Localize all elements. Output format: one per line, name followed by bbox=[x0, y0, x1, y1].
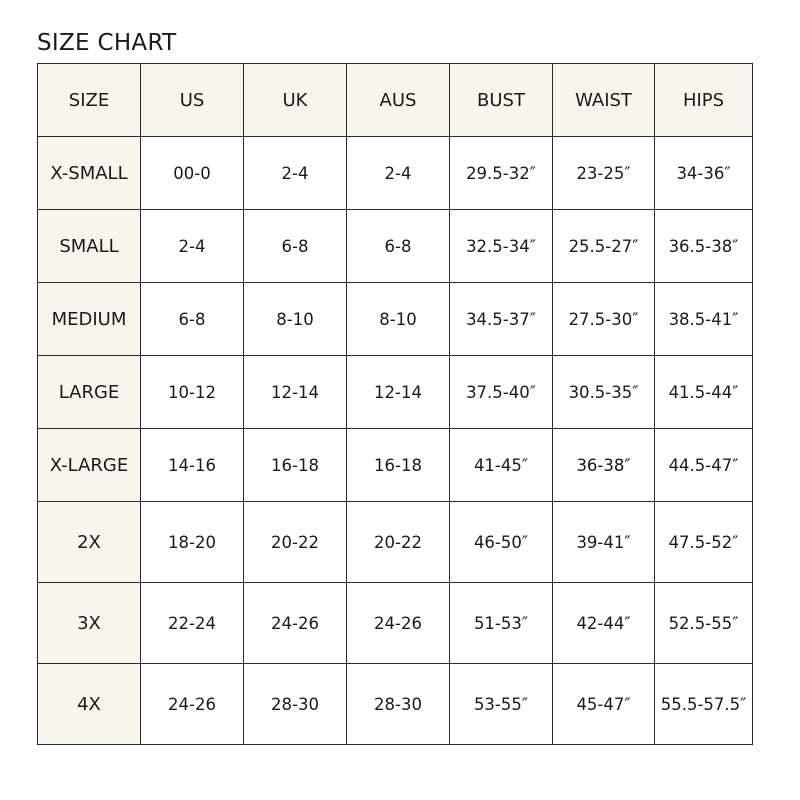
column-header-hips: HIPS bbox=[655, 64, 753, 137]
us-size-cell: 2-4 bbox=[141, 210, 244, 283]
uk-size-cell: 6-8 bbox=[244, 210, 347, 283]
waist-cell: 39-41″ bbox=[553, 502, 655, 583]
bust-cell: 41-45″ bbox=[450, 429, 553, 502]
aus-size-cell: 28-30 bbox=[347, 664, 450, 745]
aus-size-cell: 2-4 bbox=[347, 137, 450, 210]
hips-cell: 36.5-38″ bbox=[655, 210, 753, 283]
table-row bbox=[38, 210, 753, 283]
us-size-cell: 18-20 bbox=[141, 502, 244, 583]
uk-size-cell: 16-18 bbox=[244, 429, 347, 502]
us-size-cell: 24-26 bbox=[141, 664, 244, 745]
aus-size-cell: 20-22 bbox=[347, 502, 450, 583]
table-row bbox=[38, 502, 753, 583]
hips-cell: 38.5-41″ bbox=[655, 283, 753, 356]
column-header-waist: WAIST bbox=[553, 64, 655, 137]
aus-size-cell: 16-18 bbox=[347, 429, 450, 502]
uk-size-cell: 2-4 bbox=[244, 137, 347, 210]
us-size-cell: 14-16 bbox=[141, 429, 244, 502]
bust-cell: 51-53″ bbox=[450, 583, 553, 664]
size-label: X-SMALL bbox=[38, 137, 141, 210]
us-size-cell: 6-8 bbox=[141, 283, 244, 356]
bust-cell: 37.5-40″ bbox=[450, 356, 553, 429]
bust-cell: 53-55″ bbox=[450, 664, 553, 745]
waist-cell: 30.5-35″ bbox=[553, 356, 655, 429]
bust-cell: 29.5-32″ bbox=[450, 137, 553, 210]
size-label: 2X bbox=[38, 502, 141, 583]
table-row bbox=[38, 583, 753, 664]
hips-cell: 41.5-44″ bbox=[655, 356, 753, 429]
waist-cell: 45-47″ bbox=[553, 664, 655, 745]
uk-size-cell: 8-10 bbox=[244, 283, 347, 356]
aus-size-cell: 12-14 bbox=[347, 356, 450, 429]
size-label: SMALL bbox=[38, 210, 141, 283]
waist-cell: 36-38″ bbox=[553, 429, 655, 502]
table-row bbox=[38, 356, 753, 429]
size-label: LARGE bbox=[38, 356, 141, 429]
us-size-cell: 10-12 bbox=[141, 356, 244, 429]
us-size-cell: 00-0 bbox=[141, 137, 244, 210]
uk-size-cell: 20-22 bbox=[244, 502, 347, 583]
aus-size-cell: 6-8 bbox=[347, 210, 450, 283]
us-size-cell: 22-24 bbox=[141, 583, 244, 664]
hips-cell: 55.5-57.5″ bbox=[655, 664, 753, 745]
table-header-row bbox=[38, 64, 753, 137]
table-row bbox=[38, 429, 753, 502]
size-label: X-LARGE bbox=[38, 429, 141, 502]
hips-cell: 47.5-52″ bbox=[655, 502, 753, 583]
size-label: 3X bbox=[38, 583, 141, 664]
uk-size-cell: 24-26 bbox=[244, 583, 347, 664]
table-row bbox=[38, 664, 753, 745]
size-label: 4X bbox=[38, 664, 141, 745]
size-chart-table bbox=[37, 63, 753, 745]
waist-cell: 23-25″ bbox=[553, 137, 655, 210]
hips-cell: 34-36″ bbox=[655, 137, 753, 210]
column-header-us: US bbox=[141, 64, 244, 137]
bust-cell: 46-50″ bbox=[450, 502, 553, 583]
hips-cell: 44.5-47″ bbox=[655, 429, 753, 502]
size-label: MEDIUM bbox=[38, 283, 141, 356]
column-header-size: SIZE bbox=[38, 64, 141, 137]
aus-size-cell: 8-10 bbox=[347, 283, 450, 356]
waist-cell: 27.5-30″ bbox=[553, 283, 655, 356]
table-row bbox=[38, 283, 753, 356]
uk-size-cell: 12-14 bbox=[244, 356, 347, 429]
hips-cell: 52.5-55″ bbox=[655, 583, 753, 664]
uk-size-cell: 28-30 bbox=[244, 664, 347, 745]
aus-size-cell: 24-26 bbox=[347, 583, 450, 664]
column-header-bust: BUST bbox=[450, 64, 553, 137]
column-header-aus: AUS bbox=[347, 64, 450, 137]
column-header-uk: UK bbox=[244, 64, 347, 137]
bust-cell: 32.5-34″ bbox=[450, 210, 553, 283]
table-row bbox=[38, 137, 753, 210]
page-title: SIZE CHART bbox=[37, 30, 177, 56]
bust-cell: 34.5-37″ bbox=[450, 283, 553, 356]
waist-cell: 42-44″ bbox=[553, 583, 655, 664]
waist-cell: 25.5-27″ bbox=[553, 210, 655, 283]
